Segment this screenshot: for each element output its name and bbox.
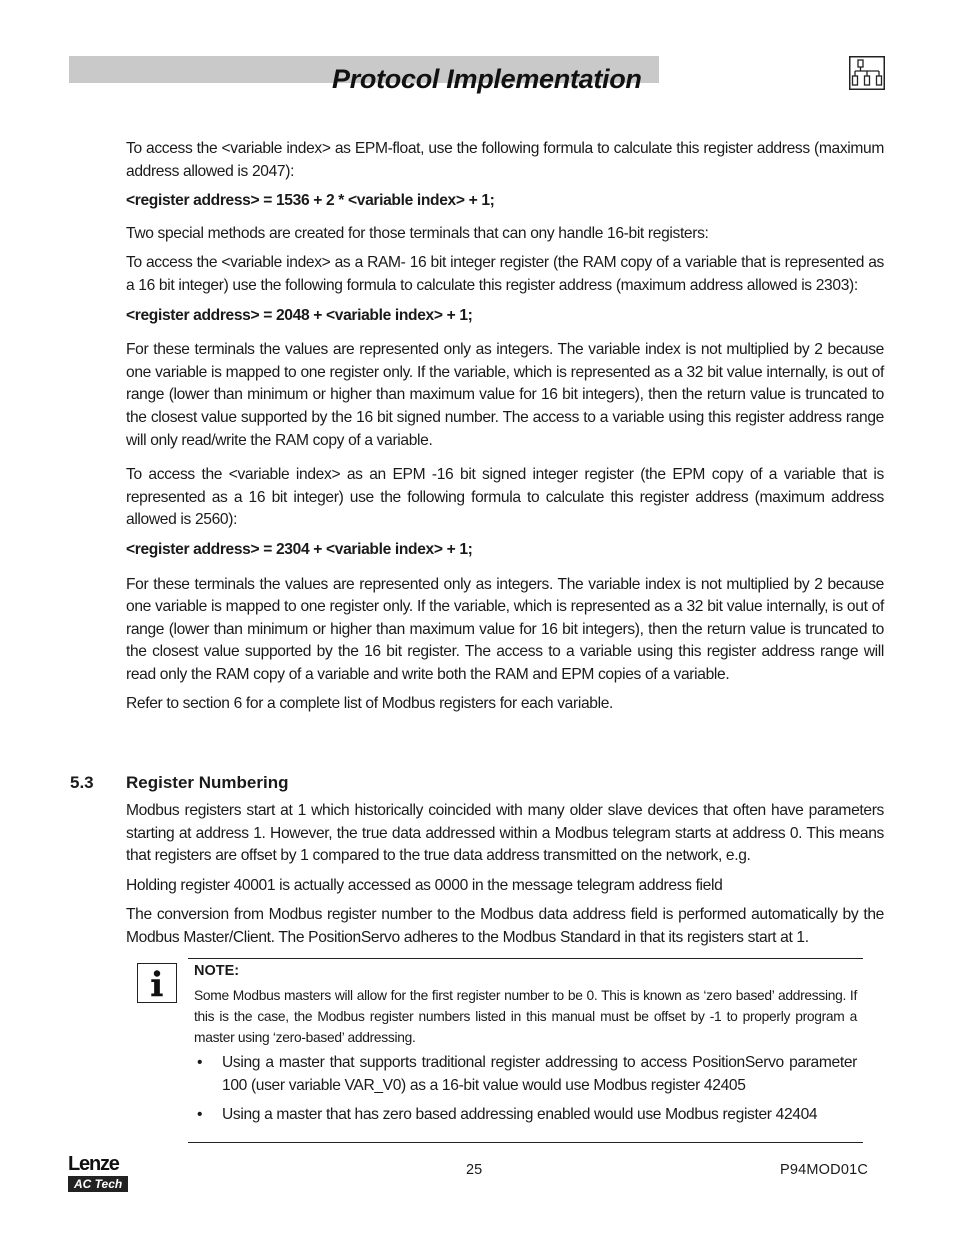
formula-epm-16bit: <register address> = 2304 + <variable index> + 1;: [126, 540, 473, 558]
main-content: [126, 138, 884, 723]
paragraph-special-methods: Two special methods are created for those terminals that can ony handle 16-bit registers:: [126, 224, 709, 242]
page-number: 25: [466, 1162, 483, 1178]
list-item: • Using a master that has zero based addressing enabled would use Modbus register 42404: [194, 1104, 857, 1127]
note-box: [188, 958, 863, 1143]
logo-sub: AC Tech: [68, 1176, 128, 1192]
logo-name: Lenze: [68, 1153, 119, 1175]
company-logo: [68, 1153, 132, 1193]
paragraph-epm-float: To access the <variable index> as EPM-float, use the following formula to calculate this register address (maximum address allowed is 2047):: [126, 140, 884, 180]
section-heading: [70, 773, 288, 793]
paragraph-holding-register: Holding register 40001 is actually accessed as 0000 in the message telegram address field: [126, 876, 723, 894]
note-title: NOTE:: [194, 963, 240, 979]
formula-ram-16bit: <register address> = 2048 + <variable index> + 1;: [126, 306, 473, 324]
note-bullet-list: [194, 1052, 857, 1127]
paragraph-ram-integers: For these terminals the values are represented only as integers. The variable index is not multiplied by 2 because one variable is mapped to one register only. If the variable, which is represented as a 32 bit value internally, is out of range (lower than minimum or higher than maximum value for 16 bit integers), then the return value is truncated to the closest value supported by the 16 bit signed number. The access to a variable using this register address range will only read/write the RAM copy of a variable.: [126, 341, 884, 449]
network-icon: [849, 56, 885, 90]
page-title: Protocol Implementation: [332, 64, 642, 94]
formula-epm-float: <register address> = 1536 + 2 * <variable index> + 1;: [126, 192, 495, 210]
section-number: 5.3: [70, 773, 94, 792]
paragraph-epm-integers: For these terminals the values are represented only as integers. The variable index is not multiplied by 2 because one variable is mapped to one register only. If the variable, which is represented as a 32 bit value internally, is out of range (lower than minimum or higher than maximum value for 16 bit integers), then the return value is truncated to the closest value supported by the 16 bit register. The access to a variable using this register address range will read only the RAM copy of a variable and write both the RAM and EPM copies of a variable.: [126, 575, 884, 683]
paragraph-register-start: Modbus registers start at 1 which historically coincided with many older slave devices that often have parameters starting at address 1. However, the true data addressed within a Modbus telegram starts at address 0. This means that registers are offset by 1 compared to the true data address transmitted on the network, e.g.: [126, 802, 884, 865]
paragraph-conversion: The conversion from Modbus register number to the Modbus data address field is performed automatically by the Modbus Master/Client. The PositionServo adheres to the Modbus Standard in that its registers start at 1.: [126, 906, 884, 946]
info-icon: [137, 963, 177, 1003]
paragraph-epm-16bit: To access the <variable index> as an EPM -16 bit signed integer register (the EPM copy of a variable that is represented as a 16 bit integer) use the following formula to calculate this register address (maximum address allowed is 2560):: [126, 466, 884, 529]
paragraph-ram-16bit: To access the <variable index> as a RAM- 16 bit integer register (the RAM copy of a variable that is represented as a 16 bit integer) use the following formula to calculate this register address (maximum address allowed is 2303):: [126, 254, 884, 294]
list-item: • Using a master that supports traditional register addressing to access PositionServo parameter 100 (user variable VAR_V0) as a 16-bit value would use Modbus register 42405: [194, 1052, 857, 1097]
document-code: P94MOD01C: [780, 1162, 869, 1178]
section-body: [126, 800, 884, 957]
note-text: Some Modbus masters will allow for the first register number to be 0. This is known as ‘zero based’ addressing. If this is the case, the Modbus register numbers listed in this manual must be offset by -1 to properly program a master using ‘zero-based’ addressing.: [194, 988, 857, 1045]
section-title: Register Numbering: [126, 773, 289, 792]
paragraph-refer-section: Refer to section 6 for a complete list of Modbus registers for each variable.: [126, 695, 614, 713]
